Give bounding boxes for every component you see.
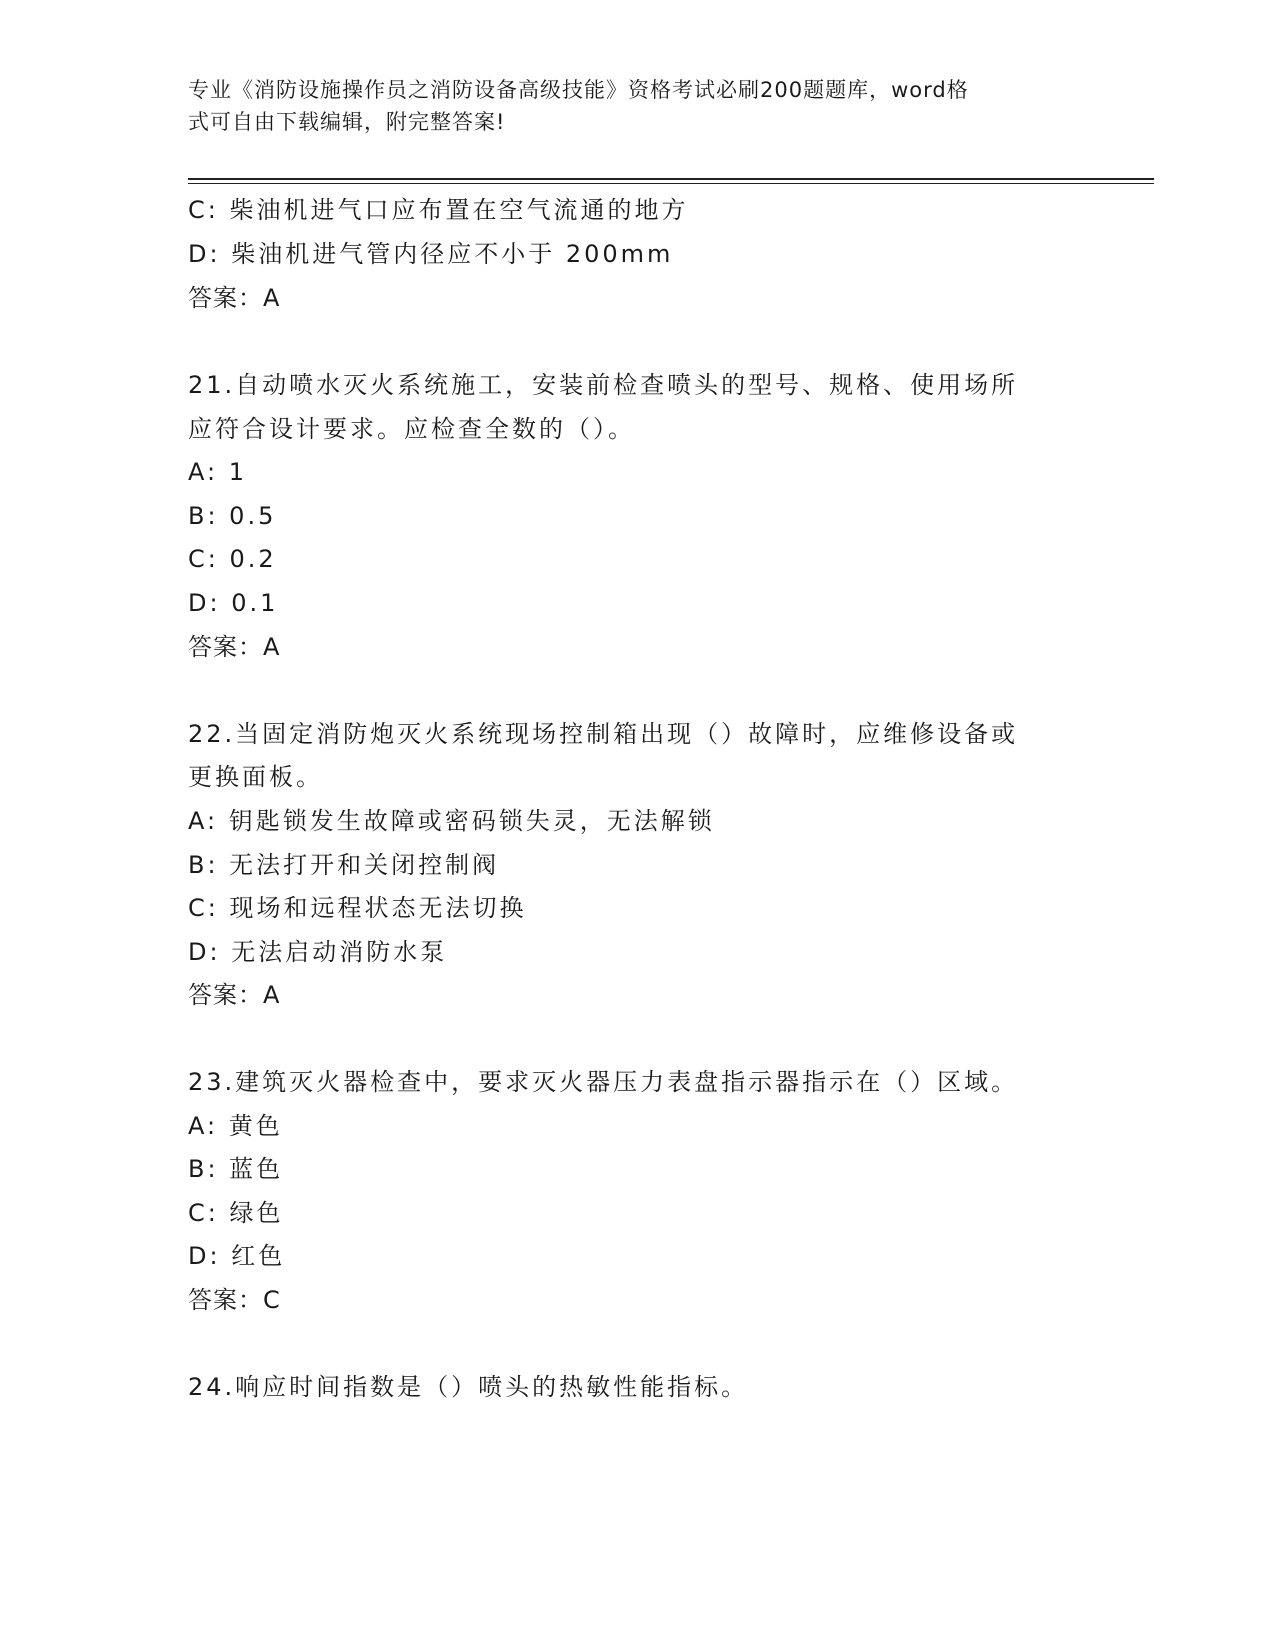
q24-stem-line-1: 24.响应时间指数是（）喷头的热敏性能指标。 — [188, 1373, 749, 1401]
q22-option-b: B: 无法打开和关闭控制阀 — [188, 851, 500, 879]
q23-stem-line-1: 23.建筑灭火器检查中，要求灭火器压力表盘指示器指示在（）区域。 — [188, 1068, 1019, 1096]
q23-option-d: D: 红色 — [188, 1242, 286, 1270]
q23-option-b: B: 蓝色 — [188, 1155, 284, 1183]
q22-option-d: D: 无法启动消防水泵 — [188, 938, 448, 966]
q21-stem-line-2: 应符合设计要求。应检查全数的（）。 — [188, 415, 635, 443]
q21-option-a: A: 1 — [188, 458, 247, 486]
q21-option-d: D: 0.1 — [188, 589, 279, 617]
q23-answer: 答案：C — [188, 1286, 281, 1314]
q22-option-a: A: 钥匙锁发生故障或密码锁失灵，无法解锁 — [188, 807, 715, 835]
q21-option-c: C: 0.2 — [188, 545, 277, 573]
q22-option-c: C: 现场和远程状态无法切换 — [188, 894, 527, 922]
document-header — [188, 74, 1068, 138]
q22-stem-line-2: 更换面板。 — [188, 763, 323, 791]
q22-stem-line-1: 22.当固定消防炮灭火系统现场控制箱出现（）故障时，应维修设备或 — [188, 720, 1019, 748]
header-divider-thin — [188, 183, 1154, 184]
q20-option-d: D: 柴油机进气管内径应不小于 200mm — [188, 240, 674, 268]
header-divider-thick — [188, 178, 1154, 180]
q21-option-b: B: 0.5 — [188, 502, 277, 530]
header-line-2: 式可自由下载编辑，附完整答案! — [188, 110, 506, 134]
q20-answer: 答案：A — [188, 284, 281, 312]
q21-stem-line-1: 21.自动喷水灭火系统施工，安装前检查喷头的型号、规格、使用场所 — [188, 371, 1019, 399]
q20-option-c: C: 柴油机进气口应布置在空气流通的地方 — [188, 196, 689, 224]
q23-option-a: A: 黄色 — [188, 1112, 283, 1140]
q23-option-c: C: 绿色 — [188, 1199, 284, 1227]
q21-answer: 答案：A — [188, 633, 281, 661]
q22-answer: 答案：A — [188, 981, 281, 1009]
header-line-1: 专业《消防设施操作员之消防设备高级技能》资格考试必刷200题题库，word格 — [188, 78, 969, 102]
